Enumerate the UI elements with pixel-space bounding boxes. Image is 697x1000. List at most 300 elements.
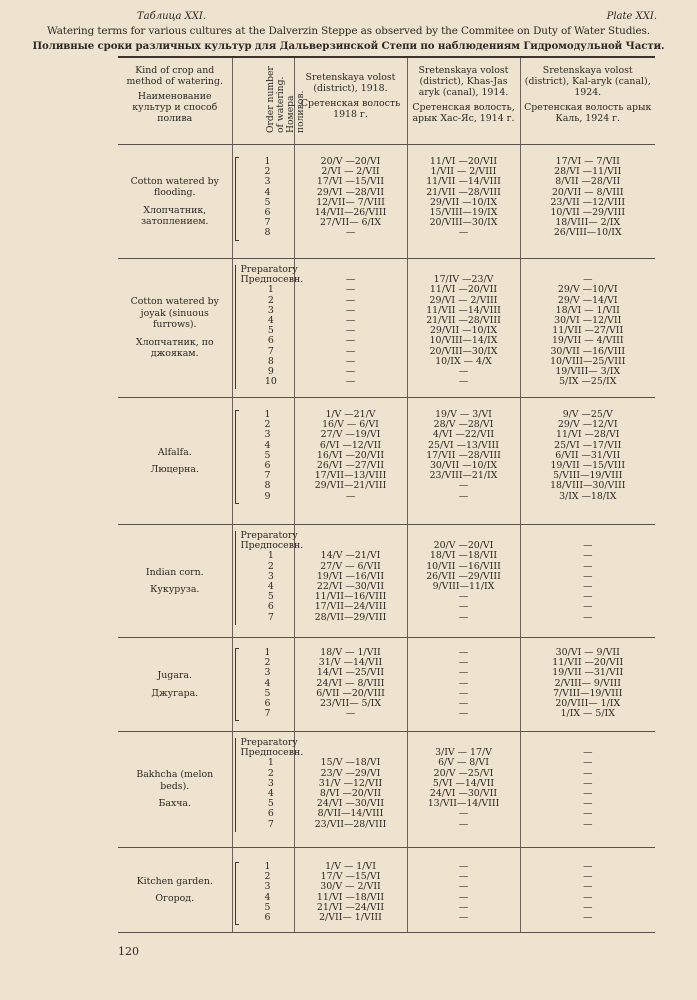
watering-period: — bbox=[458, 818, 469, 830]
bracket bbox=[235, 265, 236, 389]
watering-period: — bbox=[458, 708, 469, 720]
watering-period: — bbox=[458, 657, 469, 669]
watering-period: 20/VIII—30/IX bbox=[429, 217, 498, 229]
watering-period: 19/VIII— 3/IX bbox=[555, 365, 621, 377]
watering-period: 27/V — 6/VII bbox=[320, 560, 381, 572]
watering-period: 23/V —29/VI bbox=[320, 767, 381, 779]
order-number: 5 bbox=[267, 591, 274, 603]
watering-period: 6/VI —12/VII bbox=[319, 439, 382, 451]
bracket bbox=[235, 648, 239, 721]
watering-period: 29/V —12/VI bbox=[557, 419, 618, 431]
watering-period: 29/VI — 2/VIII bbox=[429, 294, 498, 306]
watering-period: 30/VI — 9/VII bbox=[555, 647, 620, 658]
order-cell bbox=[232, 848, 294, 933]
watering-period: 11/VII —14/VIII bbox=[426, 304, 501, 316]
watering-period: — bbox=[458, 601, 469, 613]
header-order-text: Order number of watering. Номера поливов. bbox=[264, 66, 306, 133]
header-col4 bbox=[407, 57, 520, 145]
watering-period: — bbox=[583, 274, 593, 286]
crop-name-ru: Люцерна. bbox=[150, 464, 199, 475]
order-number: 3 bbox=[264, 176, 271, 188]
watering-period: 10/VIII—14/IX bbox=[429, 335, 498, 347]
watering-period: 4/VI —22/VII bbox=[432, 429, 495, 441]
watering-period: 25/VI —17/VII bbox=[554, 439, 622, 451]
watering-period: 20/V —25/VI bbox=[433, 767, 494, 779]
order-number: 5 bbox=[267, 798, 274, 810]
watering-period: — bbox=[583, 560, 593, 572]
watering-period: 2/VI — 2/VII bbox=[321, 166, 380, 178]
order-number: 1 bbox=[264, 647, 271, 658]
value-cell bbox=[407, 525, 520, 638]
watering-period: 11/VI —20/VII bbox=[429, 156, 498, 167]
watering-period: — bbox=[345, 304, 356, 316]
table-number: Таблица XXI. bbox=[137, 11, 207, 22]
watering-period: 18/VIII—30/VIII bbox=[550, 480, 626, 492]
watering-period: 19/VII — 4/VIII bbox=[551, 335, 624, 347]
watering-period: 15/V —18/VI bbox=[320, 757, 381, 769]
header-crop-ru: Наименование культур и способ полива bbox=[132, 91, 218, 124]
order-cell bbox=[232, 398, 294, 525]
watering-period: 30/V — 2/VII bbox=[320, 881, 381, 893]
order-number: 2 bbox=[264, 657, 271, 669]
watering-period: 2/VIII— 9/VIII bbox=[554, 677, 621, 689]
order-cell bbox=[232, 638, 294, 732]
order-number: 4 bbox=[267, 787, 274, 799]
watering-period: 22/VI —30/VII bbox=[316, 580, 385, 592]
watering-period: — bbox=[458, 697, 469, 709]
order-number: 6 bbox=[264, 697, 271, 709]
watering-period: — bbox=[583, 767, 593, 779]
watering-period: — bbox=[583, 798, 593, 810]
value-cell bbox=[407, 259, 520, 398]
order-number: 5 bbox=[264, 449, 271, 461]
order-number: 10 bbox=[264, 376, 277, 388]
watering-period: 6/VII —31/VII bbox=[555, 449, 621, 461]
watering-period: — bbox=[583, 580, 593, 592]
watering-period: 21/VII —28/VIII bbox=[426, 314, 501, 326]
order-number: 4 bbox=[264, 439, 271, 451]
watering-period: — bbox=[583, 808, 593, 820]
crop-name-en: Kitchen garden. bbox=[136, 875, 213, 887]
watering-period: 17/VII —28/VIII bbox=[426, 449, 501, 461]
header-col5 bbox=[520, 57, 655, 145]
value-cell bbox=[520, 732, 655, 848]
order-number: 4 bbox=[267, 580, 274, 592]
order-number: 7 bbox=[267, 818, 274, 830]
watering-period: 14/VI —25/VII bbox=[316, 667, 385, 679]
order-number: 1 bbox=[264, 156, 271, 167]
watering-period: — bbox=[583, 871, 593, 883]
watering-period: 15/VIII—19/IX bbox=[429, 206, 498, 218]
watering-period: 28/VI —11/VII bbox=[554, 166, 622, 178]
watering-period: 5/VI —14/VII bbox=[432, 777, 495, 789]
watering-period: 9/V —25/V bbox=[562, 409, 613, 420]
value-cell bbox=[520, 848, 655, 933]
watering-period: 24/VI —30/VII bbox=[429, 787, 498, 799]
header-col5-en: Sretenskaya volost (district), Kal-aryk (canal), 1924. bbox=[524, 65, 651, 98]
crop-name-en: Indian corn. bbox=[145, 566, 204, 578]
crop-name-ru: Джугара. bbox=[151, 687, 199, 699]
value-cell bbox=[520, 638, 655, 732]
watering-period: — bbox=[345, 490, 356, 502]
table-row bbox=[118, 848, 655, 933]
table-row bbox=[118, 525, 655, 638]
watering-period: 29/V —14/VI bbox=[557, 294, 618, 306]
order-number: 6 bbox=[264, 911, 271, 923]
watering-period: — bbox=[458, 881, 469, 893]
watering-period: 29/VI —28/VII bbox=[316, 186, 385, 198]
value-cell bbox=[520, 145, 655, 259]
order-number: 3 bbox=[267, 304, 274, 316]
watering-period: — bbox=[458, 227, 469, 239]
watering-period: — bbox=[458, 647, 469, 658]
value-cell bbox=[407, 848, 520, 933]
watering-period: 28/V —28/VI bbox=[433, 419, 494, 431]
watering-table bbox=[118, 56, 655, 933]
watering-period: 14/VII—26/VIII bbox=[314, 206, 387, 218]
header-col4-ru: Сретенская волость, арык Хас-Яс, 1914 г. bbox=[412, 102, 515, 124]
watering-period: 23/VII—28/VIII bbox=[314, 818, 387, 830]
watering-period: — bbox=[345, 274, 356, 286]
value-cell bbox=[294, 732, 407, 848]
crop-name-ru: Хлопчатник, затоплением. bbox=[140, 204, 209, 227]
watering-period: 17/VI —15/VII bbox=[316, 176, 385, 188]
watering-period: 13/VII—14/VIII bbox=[427, 798, 500, 810]
header-col4-en: Sretenskaya volost (district), Khas-Jas aryk (canal), 1914. bbox=[418, 65, 509, 98]
title-english: Watering terms for various cultures at the Dalverzin Steppe as observed by the Commitee on Duty of Water Studies. bbox=[47, 25, 650, 37]
watering-period: 12/VII— 7/VIII bbox=[316, 196, 385, 208]
header-col3 bbox=[294, 57, 407, 145]
order-number: 3 bbox=[267, 570, 274, 582]
order-number: 5 bbox=[267, 325, 274, 337]
watering-period: — bbox=[345, 335, 356, 347]
order-number: 7 bbox=[264, 470, 271, 482]
watering-period: 5/VIII—19/VIII bbox=[553, 470, 623, 482]
header-col3-ru: Сретенская волость 1918 г. bbox=[300, 98, 401, 120]
value-cell bbox=[294, 638, 407, 732]
order-number: 2 bbox=[267, 560, 274, 572]
header-crop bbox=[118, 57, 232, 145]
table-body bbox=[118, 145, 655, 933]
crop-name-ru: Огород. bbox=[155, 893, 195, 904]
value-cell bbox=[407, 398, 520, 525]
table-row bbox=[118, 732, 655, 848]
crop-cell bbox=[118, 638, 232, 732]
watering-period: — bbox=[345, 708, 356, 720]
watering-period: 29/VII —10/IX bbox=[429, 196, 498, 208]
order-number: 5 bbox=[264, 901, 271, 913]
preparatory-label: Preparatory bbox=[240, 737, 298, 748]
order-number: 1 bbox=[267, 550, 274, 562]
watering-period: — bbox=[583, 818, 593, 830]
value-cell bbox=[520, 259, 655, 398]
watering-period: 21/VII —28/VIII bbox=[426, 186, 501, 198]
watering-period: 3/IV — 17/V bbox=[435, 747, 492, 759]
watering-period: — bbox=[583, 777, 593, 789]
order-number: 8 bbox=[267, 355, 274, 367]
watering-period: 1/IX — 5/IX bbox=[560, 708, 615, 720]
watering-period: 20/VIII—30/IX bbox=[429, 345, 498, 357]
watering-period: 23/VII —12/VIII bbox=[550, 196, 626, 208]
watering-period: — bbox=[345, 314, 356, 326]
header-crop-en: Kind of crop and method of watering. bbox=[126, 65, 223, 87]
crop-cell bbox=[118, 848, 232, 933]
watering-period: — bbox=[458, 480, 469, 492]
watering-period: 23/VIII—21/IX bbox=[429, 470, 498, 482]
watering-period: 16/V — 6/VI bbox=[322, 419, 379, 431]
preparatory-label: Предпосевн. bbox=[240, 274, 304, 286]
bracket bbox=[235, 531, 236, 625]
watering-period: — bbox=[458, 687, 469, 699]
watering-period: — bbox=[345, 325, 356, 337]
watering-period: 27/VII— 6/IX bbox=[319, 217, 382, 229]
value-cell bbox=[294, 259, 407, 398]
watering-period: 26/VIII—10/IX bbox=[553, 227, 622, 239]
watering-period: 29/VII —10/IX bbox=[429, 325, 498, 337]
watering-period: — bbox=[345, 227, 356, 239]
watering-period: 31/V —14/VII bbox=[318, 657, 383, 669]
order-number: 7 bbox=[267, 345, 274, 357]
crop-cell bbox=[118, 145, 232, 259]
preparatory-label: Предпосевн. bbox=[240, 747, 304, 759]
watering-period: 17/V —15/VI bbox=[320, 871, 381, 883]
watering-period: 28/VII—29/VIII bbox=[314, 611, 387, 623]
watering-period: 20/V —20/VI bbox=[433, 540, 494, 552]
watering-period: — bbox=[583, 787, 593, 799]
watering-period: 20/VIII— 1/IX bbox=[555, 697, 621, 709]
crop-cell bbox=[118, 259, 232, 398]
watering-period: 7/VIII—19/VIII bbox=[553, 687, 623, 699]
order-number: 2 bbox=[264, 166, 271, 178]
watering-period: 29/VII—21/VIII bbox=[314, 480, 387, 492]
value-cell bbox=[294, 398, 407, 525]
watering-period: — bbox=[345, 345, 356, 357]
crop-cell bbox=[118, 525, 232, 638]
watering-period: — bbox=[345, 365, 356, 377]
watering-period: 6/V — 8/VI bbox=[438, 757, 489, 769]
value-cell bbox=[294, 145, 407, 259]
watering-period: 11/VI —20/VII bbox=[429, 284, 498, 296]
value-cell bbox=[294, 525, 407, 638]
watering-period: — bbox=[583, 747, 593, 759]
order-number: 8 bbox=[264, 480, 271, 492]
watering-period: — bbox=[458, 611, 469, 623]
watering-period: 11/VII —27/VII bbox=[552, 325, 624, 337]
watering-period: — bbox=[458, 911, 469, 923]
crop-name-en: Alfalfa. bbox=[157, 446, 192, 458]
watering-period: 30/VII —16/VIII bbox=[550, 345, 626, 357]
watering-period: 10/VII —16/VIII bbox=[426, 560, 501, 572]
order-number: 7 bbox=[267, 611, 274, 623]
watering-period: 8/VII —28/VII bbox=[555, 176, 621, 188]
watering-period: — bbox=[458, 376, 469, 388]
watering-period: 26/VI —27/VII bbox=[316, 459, 385, 471]
watering-period: 1/V —21/V bbox=[325, 409, 376, 420]
crop-cell bbox=[118, 398, 232, 525]
watering-period: 17/VII—13/VIII bbox=[314, 470, 387, 482]
watering-period: 1/VII — 2/VIII bbox=[430, 166, 497, 178]
watering-period: 30/VII —10/IX bbox=[429, 459, 498, 471]
watering-period: 9/VIII—11/IX bbox=[432, 580, 495, 592]
order-number: 6 bbox=[264, 459, 271, 471]
header-col3-en: Sretenskaya volost (district), 1918. bbox=[305, 72, 396, 94]
watering-period: 29/V —10/VI bbox=[557, 284, 618, 296]
bracket bbox=[235, 862, 239, 925]
crop-name-en: Cotton watered by flooding. bbox=[130, 175, 219, 198]
watering-period: — bbox=[458, 365, 469, 377]
watering-period: — bbox=[345, 284, 356, 296]
watering-period: — bbox=[583, 601, 593, 613]
order-number: 3 bbox=[264, 429, 271, 441]
watering-period: 24/VI —30/VII bbox=[316, 798, 385, 810]
watering-period: — bbox=[583, 881, 593, 893]
order-number: 6 bbox=[267, 808, 274, 820]
watering-period: 26/VII —29/VIII bbox=[426, 570, 501, 582]
watering-period: — bbox=[583, 570, 593, 582]
watering-period: — bbox=[583, 891, 593, 903]
watering-period: 1/V — 1/VI bbox=[325, 861, 376, 872]
order-number: 2 bbox=[264, 419, 271, 431]
watering-period: 11/VII —20/VII bbox=[552, 657, 624, 669]
watering-period: — bbox=[583, 911, 593, 923]
order-number: 6 bbox=[267, 335, 274, 347]
order-number: 3 bbox=[264, 881, 271, 893]
order-cell bbox=[232, 145, 294, 259]
watering-period: 6/VII —20/VIII bbox=[316, 687, 385, 699]
watering-period: — bbox=[458, 891, 469, 903]
watering-period: 16/VI —20/VII bbox=[316, 449, 385, 461]
order-number: 4 bbox=[264, 677, 271, 689]
watering-period: — bbox=[458, 808, 469, 820]
value-cell bbox=[407, 638, 520, 732]
watering-period: — bbox=[458, 677, 469, 689]
header-order bbox=[232, 57, 306, 145]
watering-period: — bbox=[458, 490, 469, 502]
watering-period: 21/VI —24/VII bbox=[316, 901, 385, 913]
table-row bbox=[118, 259, 655, 398]
table-row bbox=[118, 145, 655, 259]
order-number: 6 bbox=[267, 601, 274, 613]
watering-period: 3/IX —18/IX bbox=[559, 490, 617, 502]
watering-period: — bbox=[583, 591, 593, 603]
header-col5-ru: Сретенская волость арык Каль, 1924 г. bbox=[524, 102, 652, 124]
crop-name-en: Jugara. bbox=[157, 670, 192, 681]
order-number: 1 bbox=[267, 284, 274, 296]
watering-period: — bbox=[345, 355, 356, 367]
crop-name-en: Cotton watered by joyak (sinuous furrows). bbox=[130, 296, 219, 331]
crop-name-ru: Хлопчатник, по джоякам. bbox=[135, 336, 214, 360]
value-cell bbox=[294, 848, 407, 933]
watering-period: 19/VII —15/VIII bbox=[550, 459, 626, 471]
watering-period: — bbox=[458, 861, 469, 872]
watering-period: 18/V — 1/VII bbox=[320, 647, 381, 658]
order-number: 4 bbox=[267, 314, 274, 326]
value-cell bbox=[520, 398, 655, 525]
watering-period: 25/VI —13/VIII bbox=[428, 439, 499, 451]
order-number: 9 bbox=[267, 365, 274, 377]
order-number: 6 bbox=[264, 206, 271, 218]
order-number: 5 bbox=[264, 196, 271, 208]
watering-period: 24/VI — 8/VIII bbox=[316, 677, 385, 689]
value-cell bbox=[520, 525, 655, 638]
watering-period: — bbox=[345, 376, 356, 388]
order-number: 1 bbox=[264, 409, 271, 420]
order-number: 3 bbox=[264, 667, 271, 679]
bracket bbox=[235, 738, 236, 832]
watering-period: 19/VI —16/VII bbox=[316, 570, 385, 582]
page-number: 120 bbox=[118, 945, 139, 958]
watering-period: 11/VII—16/VIII bbox=[314, 591, 387, 603]
table-row bbox=[118, 398, 655, 525]
value-cell bbox=[407, 145, 520, 259]
watering-period: 17/IV —23/V bbox=[433, 274, 494, 286]
watering-period: 10/VII —29/VIII bbox=[550, 206, 626, 218]
watering-period: 18/VI —18/VII bbox=[429, 550, 498, 562]
plate-number: Plate XXI. bbox=[606, 11, 657, 22]
crop-name-ru: Бахча. bbox=[158, 798, 192, 810]
watering-period: 18/VI — 1/VII bbox=[555, 304, 620, 316]
crop-name-ru: Кукуруза. bbox=[150, 584, 200, 595]
watering-period: — bbox=[583, 611, 593, 623]
table-row bbox=[118, 638, 655, 732]
watering-period: — bbox=[458, 591, 469, 603]
watering-period: 14/V —21/VI bbox=[320, 550, 381, 562]
order-number: 7 bbox=[264, 708, 271, 720]
watering-period: 11/VI —28/VI bbox=[556, 429, 620, 441]
order-number: 3 bbox=[267, 777, 274, 789]
watering-period: 11/VI —18/VII bbox=[316, 891, 385, 903]
watering-period: 19/V — 3/VI bbox=[435, 409, 492, 420]
watering-period: 5/IX —25/IX bbox=[559, 376, 617, 388]
order-number: 7 bbox=[264, 217, 271, 229]
watering-period: 10/IX — 4/X bbox=[435, 355, 492, 367]
watering-period: 23/VII— 5/IX bbox=[319, 697, 382, 709]
preparatory-label: Preparatory bbox=[240, 530, 298, 541]
watering-period: — bbox=[345, 294, 356, 306]
order-number: 4 bbox=[264, 891, 271, 903]
order-cell bbox=[232, 525, 304, 638]
order-number: 2 bbox=[267, 294, 274, 306]
order-number: 1 bbox=[264, 861, 271, 872]
order-number: 1 bbox=[267, 757, 274, 769]
watering-period: — bbox=[583, 901, 593, 913]
watering-period: 2/VII— 1/VIII bbox=[319, 911, 382, 923]
watering-period: 11/VII —14/VIII bbox=[426, 176, 501, 188]
watering-period: — bbox=[458, 901, 469, 913]
value-cell bbox=[407, 732, 520, 848]
watering-period: 17/VI — 7/VII bbox=[555, 156, 620, 167]
order-number: 2 bbox=[267, 767, 274, 779]
order-number: 5 bbox=[264, 687, 271, 699]
preparatory-label: Preparatory bbox=[240, 264, 298, 275]
watering-period: — bbox=[583, 861, 593, 872]
watering-period: 17/VII—24/VIII bbox=[314, 601, 387, 613]
order-cell bbox=[232, 259, 304, 398]
bracket bbox=[235, 157, 239, 241]
watering-period: — bbox=[583, 540, 593, 552]
preparatory-label: Предпосевн. bbox=[240, 540, 304, 552]
order-number: 9 bbox=[264, 490, 271, 502]
watering-period: 27/V —19/VI bbox=[320, 429, 381, 441]
crop-cell bbox=[118, 732, 232, 848]
bracket bbox=[235, 410, 239, 504]
watering-period: 10/VIII—25/VIII bbox=[550, 355, 626, 367]
order-number: 2 bbox=[264, 871, 271, 883]
watering-period: 18/VIII— 2/IX bbox=[555, 217, 621, 229]
order-number: 8 bbox=[264, 227, 271, 239]
watering-period: 20/V —20/VI bbox=[320, 156, 381, 167]
watering-period: — bbox=[458, 871, 469, 883]
